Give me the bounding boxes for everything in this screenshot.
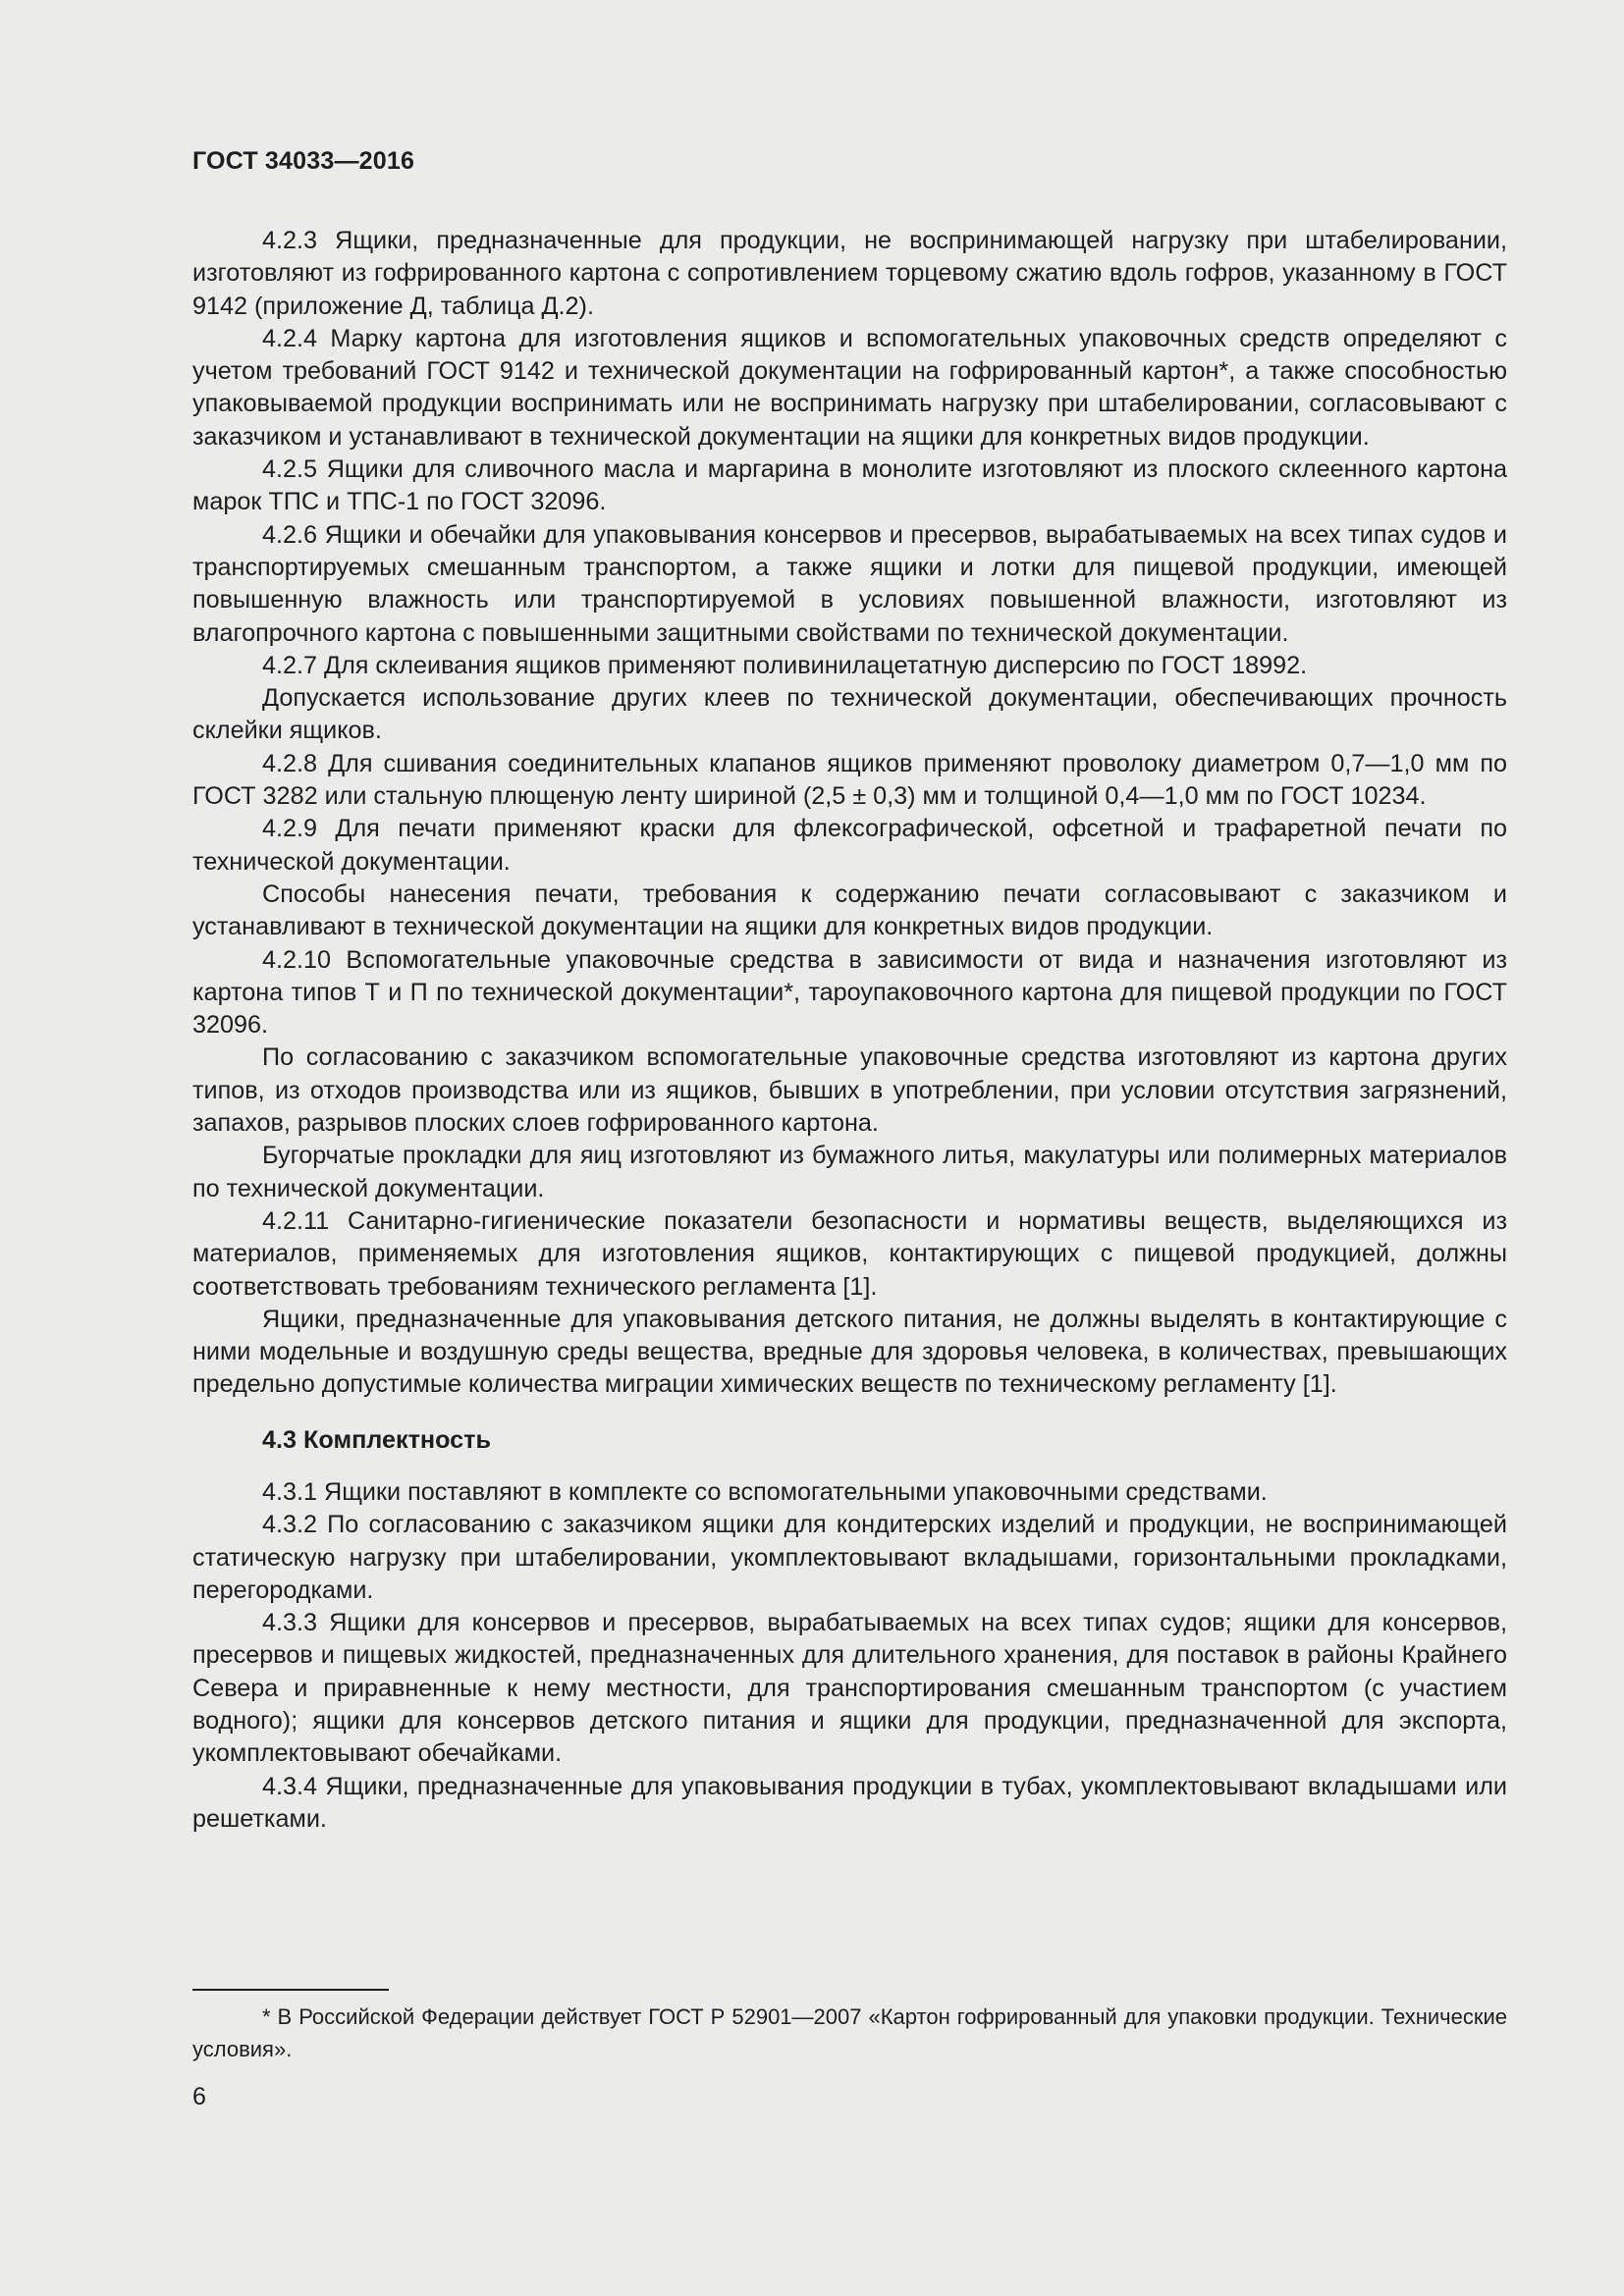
paragraph-4-2-10-note-1: По согласованию с заказчиком вспомогательные упаковочные средства изготовляют из картона других типов, из отходов производства или из ящиков, бывших в употреблении, при условии отсутствия загрязнений, запахов, разрывов плоских слоев гофрированного картона. [192,1043,1507,1138]
paragraph-4-3-1: 4.3.1 Ящики поставляют в комплекте со вспомогательными упаковочными средствами. [262,1477,1268,1506]
document-body [192,225,1507,1836]
document-header: ГОСТ 34033—2016 [192,147,415,175]
paragraph-4-2-3: 4.2.3 Ящики, предназначенные для продукции, не воспринимающей нагрузку при штабелировании, изготовляют из гофрированного картона с сопротивлением торцевому сжатию вдоль гофров, указанному в ГОСТ 9142 (приложение Д, таблица Д.2). [192,227,1507,320]
paragraph-4-3-4: 4.3.4 Ящики, предназначенные для упаковывания продукции в тубах, укомплектовывают вкладышами или решетками. [192,1772,1507,1833]
paragraph-4-2-5: 4.2.5 Ящики для сливочного масла и маргарина в монолите изготовляют из плоского склеенного картона марок ТПС и ТПС-1 по ГОСТ 32096. [192,455,1507,516]
footnote: * В Российской Федерации действует ГОСТ Р 52901—2007 «Картон гофрированный для упаковки продукции. Технические условия». [192,2004,1507,2061]
paragraph-4-2-9-note: Способы нанесения печати, требования к содержанию печати согласовывают с заказчиком и устанавливают в технической документации на ящики для конкретных видов продукции. [192,880,1507,941]
paragraph-4-2-7: 4.2.7 Для склеивания ящиков применяют поливинилацетатную дисперсию по ГОСТ 18992. [262,651,1308,679]
paragraph-4-2-10-note-2: Бугорчатые прокладки для яиц изготовляют из бумажного литья, макулатуры или полимерных материалов по технической документации. [192,1142,1507,1202]
paragraph-4-2-9: 4.2.9 Для печати применяют краски для флексографической, офсетной и трафаретной печати по технической документации. [192,815,1507,876]
paragraph-4-2-10: 4.2.10 Вспомогательные упаковочные средства в зависимости от вида и назначения изготовляют из картона типов Т и П по технической документации*, тароупаковочного картона для пищевой продукции по ГОСТ 32096. [192,945,1507,1040]
paragraph-4-2-7-note: Допускается использование других клеев по технической документации, обеспечивающих прочность склейки ящиков. [192,684,1507,745]
paragraph-4-3-3: 4.3.3 Ящики для консервов и пресервов, вырабатываемых на всех типах судов; ящики для консервов, пресервов и пищевых жидкостей, предназначенных для длительного хранения, для поставок в районы Крайнего Севера и приравненные к нему местности, для транспортирования смешанным транспортом (с участием водного); ящики для консервов детского питания и ящики для продукции, предназначенной для экспорта, укомплектовывают обечайками. [192,1609,1507,1768]
page-number: 6 [192,2083,206,2110]
paragraph-4-2-4: 4.2.4 Марку картона для изготовления ящиков и вспомогательных упаковочных средств определяют с учетом требований ГОСТ 9142 и технической документации на гофрированный картон*, а также способностью упаковываемой продукции воспринимать или не воспринимать нагрузку при штабелировании, согласовывают с заказчиком и устанавливают в технической документации на ящики для конкретных видов продукции. [192,324,1507,451]
paragraph-4-2-11: 4.2.11 Санитарно-гигиенические показатели безопасности и нормативы веществ, выделяющихся из материалов, применяемых для изготовления ящиков, контактирующих с пищевой продукцией, должны соответствовать требованиям технического регламента [1]. [192,1206,1507,1301]
paragraph-4-2-6: 4.2.6 Ящики и обечайки для упаковывания консервов и пресервов, вырабатываемых на всех типах судов и транспортируемых смешанным транспортом, а также ящики и лотки для пищевой продукции, имеющей повышенную влажность или транспортируемой в условиях повышенной влажности, изготовляют из влагопрочного картона с повышенными защитными свойствами по технической документации. [192,520,1507,647]
paragraph-4-3-2: 4.3.2 По согласованию с заказчиком ящики для кондитерских изделий и продукции, не воспринимающей статическую нагрузку при штабелировании, укомплектовывают вкладышами, горизонтальными прокладками, перегородками. [192,1511,1507,1604]
paragraph-4-2-8: 4.2.8 Для сшивания соединительных клапанов ящиков применяют проволоку диаметром 0,7—1,0 мм по ГОСТ 3282 или стальную плющеную ленту шириной (2,5 ± 0,3) мм и толщиной 0,4—1,0 мм по ГОСТ 10234. [192,749,1507,811]
section-heading-4-3: 4.3 Комплектность [262,1425,491,1454]
paragraph-4-2-11-note: Ящики, предназначенные для упаковывания детского питания, не должны выделять в контактирующие с ними модельные и воздушную среды вещества, вредные для здоровья человека, в количествах, превышающих предельно допустимые количества миграции химических веществ по техническому регламенту [1]. [192,1305,1507,1399]
footnote-divider [192,1989,389,1991]
